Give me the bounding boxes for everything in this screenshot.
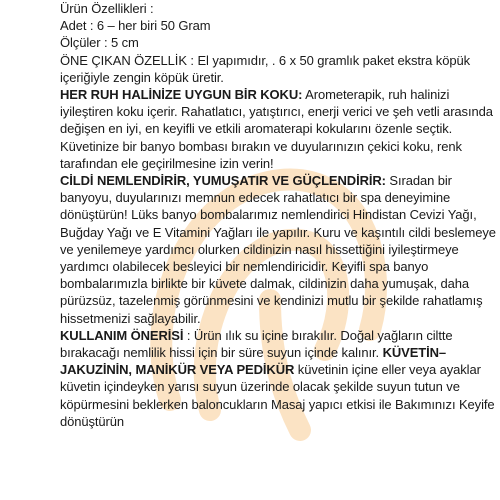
moisture-heading: CİLDİ NEMLENDİRİR, YUMUŞATIR VE GÜÇLENDİRİR:	[60, 173, 386, 189]
usage-heading-2: KÜVETİN– JAKUZİNİN, MANİKÜR VEYA PEDİKÜR	[60, 345, 447, 378]
usage-text-2: küvetinin içine eller veya ayaklar küvetin içindeyken yarısı suyun üzerinde olacak şekilde suyun tutun ve köpürmesini beklerken baloncukların Masaj yapıcı etkisi ile Bakımınızı Keyife dönüştürün	[60, 362, 495, 429]
feature-text: : El yapımıdır, . 6 x 50 gramlık paket ekstra köpük içeriğiyle zengin köpük üretir.	[60, 52, 470, 85]
usage-heading: KULLANIM ÖNERİSİ	[60, 327, 184, 343]
scent-text: Arometerapik, ruh halinizi iyileştiren koku içerir. Rahatlatıcı, yatıştırıcı, enerji verici ve şeh vetli arasında değişen en iyi, en keyifli ve etkili aromaterapi kokularını özenle seçtik. Küvetinize bir banyo bombası bırakın ve duyularınızın çekici koku, renk tarafından ele geçirilmesine izin verin!	[60, 87, 493, 171]
scent-paragraph	[60, 86, 496, 172]
feature-paragraph	[60, 52, 496, 86]
moisture-text: Sıradan bir banyoyu, duyularınızı memnun edecek rahatlatıcı bir spa deneyimine dönüştürün! Lüks banyo bombalarımız nemlendirici Hindistan Cevizi Yağı, Buğday Yağı ve E Vitamini Yağları ile yapılır. Kuru ve kaşıntılı cildi beslemeye ve yenilemeye yardımcı olurken cildinizin nasıl hissettiğini iyileştirmeye yardımcı olabilecek besleyici bir nemlendiricidir. Keyifli spa banyo bombalarımızla birlikte bir küvete dalmak, cildinizin daha yumuşak, daha pürüzsüz, tazelenmiş görünmesini ve kendinizi mutlu bir şekilde rahatlamış hissetmenizi sağlayabilir.	[60, 173, 496, 326]
scent-heading: HER RUH HALİNİZE UYGUN BİR KOKU:	[60, 87, 303, 103]
usage-text-1: : Ürün ılık su içine bırakılır. Doğal yağların ciltte bırakacağı nemlilik hissi için bir süre suyun içinde kalınır.	[60, 327, 453, 361]
feature-heading: ÖNE ÇIKAN ÖZELLİK	[60, 52, 187, 68]
usage-paragraph	[60, 327, 496, 430]
product-description	[60, 0, 496, 430]
specs-title: Ürün Özellikleri :	[60, 1, 154, 16]
specs-quantity: Adet : 6 – her biri 50 Gram	[60, 18, 211, 34]
moisture-paragraph	[60, 172, 496, 327]
specs-size: Ölçüler : 5 cm	[60, 35, 139, 51]
